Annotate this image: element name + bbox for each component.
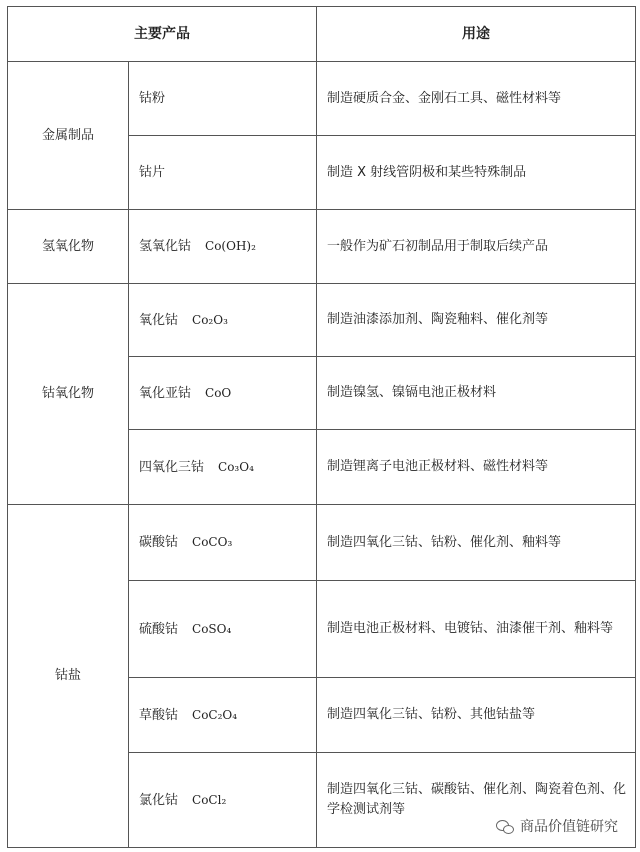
product-name: 钴片	[139, 164, 166, 180]
header-use: 用途	[317, 7, 636, 62]
table-row	[8, 284, 636, 357]
product-cell	[129, 62, 317, 136]
product-cell	[129, 678, 317, 753]
category-cell: 钴氧化物	[8, 284, 129, 505]
product-cell	[129, 430, 317, 505]
chemical-formula: CoCl₂	[192, 792, 227, 807]
category-cell: 氢氧化物	[8, 210, 129, 284]
chemical-formula: Co(OH)₂	[205, 239, 256, 253]
product-name: 氧化钴	[139, 312, 179, 328]
chemical-formula: CoO	[205, 385, 232, 400]
use-cell: 制造 X 射线管阴极和某些特殊制品	[317, 136, 636, 210]
watermark-text: 商品价值链研究	[520, 819, 618, 835]
product-name: 氢氧化钴	[139, 239, 192, 254]
product-cell	[129, 581, 317, 678]
product-cell	[129, 210, 317, 284]
use-cell: 制造锂离子电池正极材料、磁性材料等	[317, 430, 636, 505]
use-cell: 制造电池正极材料、电镀钴、油漆催干剂、釉料等	[317, 581, 636, 678]
category-cell: 金属制品	[8, 62, 129, 210]
use-cell: 制造四氧化三钴、钴粉、催化剂、釉料等	[317, 505, 636, 581]
product-cell	[129, 357, 317, 430]
use-cell: 制造油漆添加剂、陶瓷釉料、催化剂等	[317, 284, 636, 357]
product-name: 氯化钴	[139, 792, 179, 808]
product-cell	[129, 505, 317, 581]
use-cell: 制造镍氢、镍镉电池正极材料	[317, 357, 636, 430]
use-cell: 制造四氧化三钴、钴粉、其他钴盐等	[317, 678, 636, 753]
product-cell	[129, 284, 317, 357]
use-cell: 制造硬质合金、金刚石工具、磁性材料等	[317, 62, 636, 136]
product-name: 草酸钴	[139, 707, 179, 723]
product-name: 氧化亚钴	[139, 385, 192, 401]
chemical-formula: CoSO₄	[192, 621, 232, 636]
header-row	[8, 7, 636, 62]
product-name: 硫酸钴	[139, 621, 179, 637]
use-cell: 一般作为矿石初制品用于制取后续产品	[317, 210, 636, 284]
table-row	[8, 505, 636, 581]
watermark	[496, 816, 618, 836]
product-name: 钴粉	[139, 90, 166, 106]
product-name: 四氧化三钴	[139, 459, 205, 475]
product-cell	[129, 753, 317, 848]
product-name: 碳酸钴	[139, 535, 179, 550]
table-row	[8, 62, 636, 136]
header-product: 主要产品	[8, 7, 317, 62]
table-row	[8, 210, 636, 284]
wechat-icon	[496, 819, 514, 833]
product-cell	[129, 136, 317, 210]
chemical-formula: CoC₂O₄	[192, 707, 238, 722]
category-cell: 钴盐	[8, 505, 129, 848]
chemical-formula: CoCO₃	[192, 535, 233, 549]
use-cell: 制造四氧化三钴、碳酸钴、催化剂、陶瓷着色剂、化学检测试剂等	[317, 753, 636, 848]
cobalt-products-table	[7, 6, 636, 848]
chemical-formula: Co₂O₃	[192, 312, 228, 327]
chemical-formula: Co₃O₄	[218, 459, 254, 474]
